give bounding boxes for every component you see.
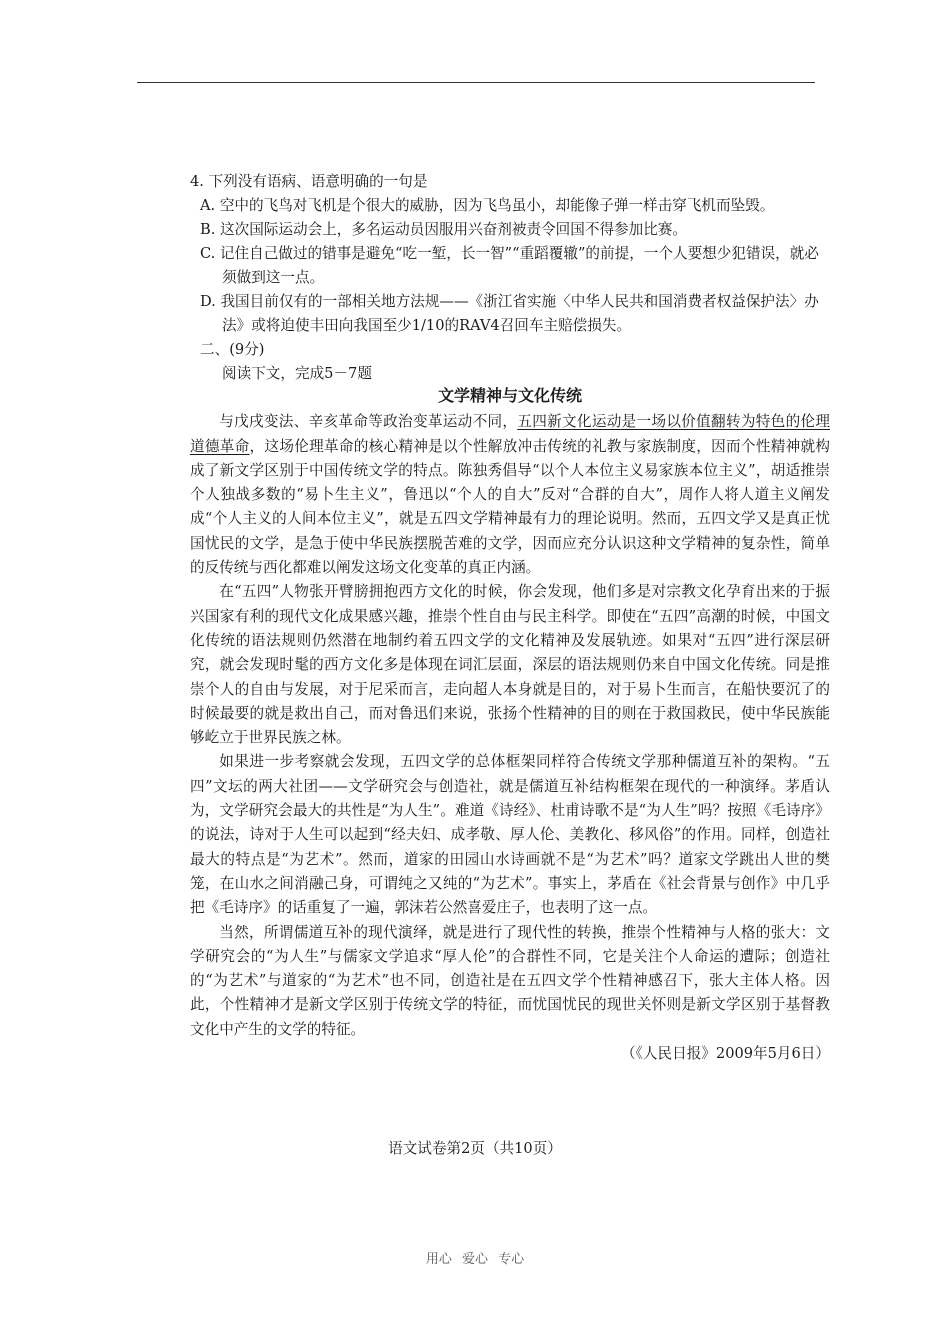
top-rule: [137, 82, 815, 83]
option-d: D. 我国目前仅有的一部相关地方法规——《浙江省实施〈中华人民共和国消费者权益保护法〉办法》或将迫使丰田向我国至少1/10的RAV4召回车主赔偿损失。: [200, 293, 819, 334]
question-stem: 4. 下列没有语病、语意明确的一句是: [190, 173, 428, 190]
page-number: 语文试卷第2页（共10页）: [388, 1140, 562, 1157]
essay-paragraph-1: [190, 410, 830, 580]
essay-title: 文学精神与文化传统: [437, 386, 582, 405]
essay-source: （《人民日报》2009年5月6日）: [621, 1045, 830, 1063]
option-a: A. 空中的飞鸟对飞机是个很大的威胁，因为飞鸟虽小，却能像子弹一样击穿飞机而坠毁。: [200, 197, 775, 214]
paragraph-1-lead: 与戊戌变法、辛亥革命等政治变革运动不同，: [219, 413, 518, 431]
essay-paragraph-2: 在“五四”人物张开臂膀拥抱西方文化的时候，你会发现，他们多是对宗教文化孕育出来的于振兴国家有利的现代文化成果感兴趣，推崇个性自由与民主科学。即使在“五四”高潮的时候，中国文化传统的语法规则仍然潜在地制约着五四文学的文化精神及发展轨迹。如果对“五四”进行深层研究，就会发现时髦的西方文化多是体现在词汇层面，深层的语法规则仍来自中国文化传统。同是推崇个人的自由与发展，对于尼采而言，走向超人本身就是目的，对于易卜生而言，在船快要沉了的时候最要的就是救出自己，而对鲁迅们来说，张扬个性精神的目的则在于救国救民，使中华民族能够屹立于世界民族之林。: [190, 583, 830, 747]
underlined-sentence: 五四新文化运动是一场以价值翻转为特色的伦理道德革命: [190, 413, 830, 455]
essay: [190, 384, 830, 1066]
essay-paragraph-4: 当然，所谓儒道互补的现代演绎，就是进行了现代性的转换，推崇个性精神与人格的张大：文学研究会的“为人生”与儒家文学追求“厚人伦”的合群性不同，它是关注个人命运的遭际；创造社的“为艺术”与道家的“为艺术”也不同，创造社是在五四文学个性精神感召下，张大主体人格。因此，个性精神才是新文学区别于传统文学的特征，而忧国忧民的现世关怀则是新文学区别于基督教文化中产生的文学的特征。: [190, 923, 830, 1038]
question-4: [190, 170, 830, 386]
section-instruction: 阅读下文，完成5－7题: [222, 365, 372, 382]
essay-paragraph-3: 如果进一步考察就会发现，五四文学的总体框架同样符合传统文学那种儒道互补的架构。“五四”文坛的两大社团——文学研究会与创造社，就是儒道互补结构框架在现代的一种演绎。茅盾认为，文学研究会最大的共性是“为人生”。难道《诗经》、杜甫诗歌不是“为人生”吗？按照《毛诗序》的说法，诗对于人生可以起到“经夫妇、成孝敬、厚人伦、美教化、移风俗”的作用。同样，创造社最大的特点是“为艺术”。然而，道家的田园山水诗画就不是“为艺术”吗？道家文学跳出人世的樊笼，在山水之间消融己身，可谓纯之又纯的“为艺术”。事实上，茅盾在《社会背景与创作》中几乎把《毛诗序》的话重复了一遍，郭沫若公然喜爱庄子，也表明了这一点。: [190, 753, 830, 917]
footer-slogan: 用心 爱心 专心: [425, 1252, 525, 1267]
section-heading: 二、(9分): [200, 341, 265, 358]
paragraph-1-rest: ，这场伦理革命的核心精神是以个性解放冲击传统的礼教与家族制度，因而个性精神就构成了新文学区别于中国传统文学的特点。陈独秀倡导“以个人本位主义易家族本位主义”，胡适推崇个人独战多数的“易卜生主义”，鲁迅以“个人的自大”反对“合群的自大”，周作人将人道主义阐发成“个人主义的人间本位主义”，就是五四文学精神最有力的理论说明。然而，五四文学又是真正忧国忧民的文学，是急于使中华民族摆脱苦难的文学，因而应充分认识这种文学精神的复杂性，简单的反传统与西化都难以阐发这场文化变革的真正内涵。: [190, 437, 830, 577]
option-b: B. 这次国际运动会上，多名运动员因服用兴奋剂被责令回国不得参加比赛。: [200, 221, 688, 238]
option-c: C. 记住自己做过的错事是避免“吃一堑，长一智”“重蹈覆辙”的前提，一个人要想少犯错误，就必须做到这一点。: [200, 245, 819, 286]
